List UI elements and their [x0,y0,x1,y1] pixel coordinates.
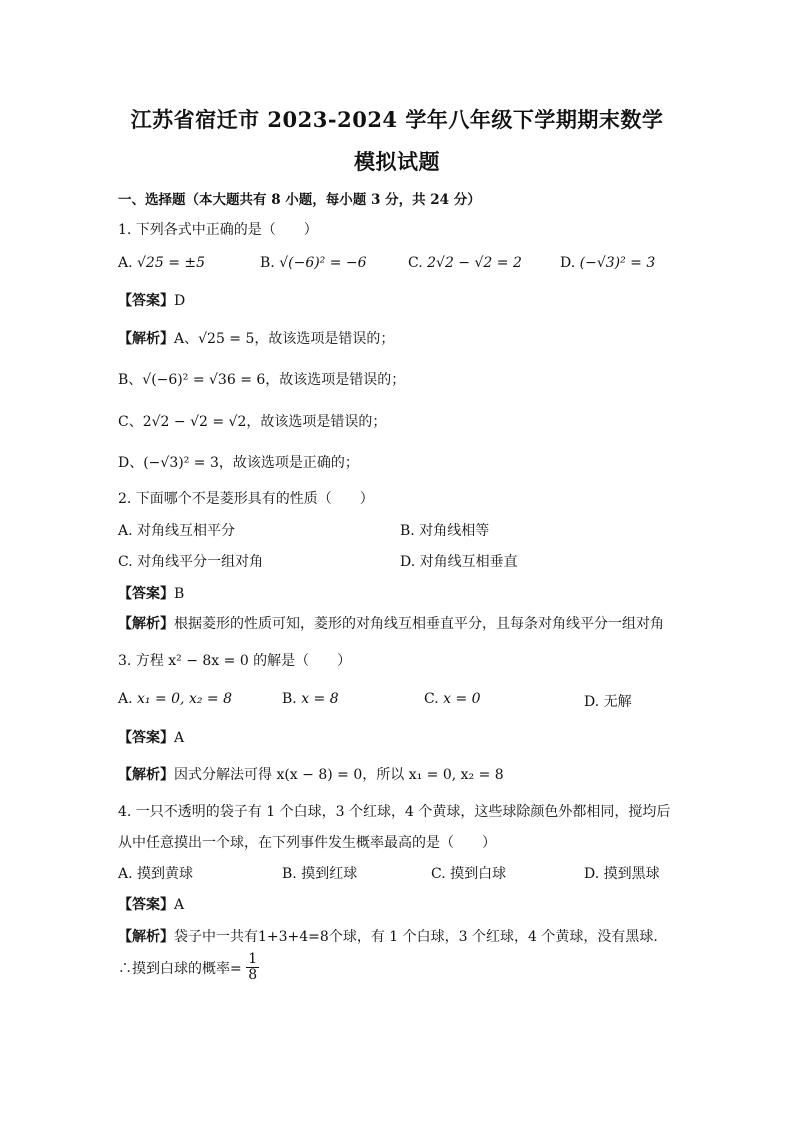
q1-option-a-expr: √25 = ±5 [137,255,206,271]
q1-option-b-label: B. [260,255,275,271]
q2-option-c: C. 对角线平分一组对角 [118,554,264,570]
document-subtitle: 模拟试题 [354,149,440,174]
analysis-tag: 【解析】 [118,616,174,632]
q4-probability [118,952,259,984]
answer-tag: 【答案】 [118,293,174,309]
q1-analysis-c: C、2√2 − √2 = √2，故该选项是错误的； [118,414,387,430]
q1-option-d-label: D. [560,255,576,271]
q3-answer-value: A [174,730,185,746]
q1-analysis-b: B、√(−6)² = √36 = 6，故该选项是错误的； [118,372,406,388]
q1-option-c-expr: 2√2 − √2 = 2 [427,255,522,271]
q3-option-d: D. 无解 [584,694,632,710]
analysis-tag: 【解析】 [118,929,174,945]
q2-analysis [118,613,664,633]
q1-answer [118,290,185,310]
q1-stem: 1. 下列各式中正确的是（ ） [118,222,318,238]
section-heading: 一、选择题（本大题共有 8 小题，每小题 3 分，共 24 分） [118,192,481,208]
q1-analysis-a [118,328,394,348]
q2-answer [118,583,184,603]
q4-answer-value: A [174,897,185,913]
q2-option-d: D. 对角线互相垂直 [400,554,518,570]
q3-option-b-label: B. [282,691,297,707]
q4-probability-prefix: ∴摸到白球的概率= [118,960,242,977]
q1-answer-value: D [174,293,186,309]
q2-option-a: A. 对角线互相平分 [118,523,236,539]
q2-analysis-text: 根据菱形的性质可知，菱形的对角线互相垂直平分，且每条对角线平分一组对角 [174,616,664,632]
q3-option-c [424,691,481,707]
q2-answer-value: B [174,586,185,602]
q3-option-c-label: C. [424,691,439,707]
q3-option-a-label: A. [118,691,133,707]
q4-analysis [118,926,658,946]
analysis-tag: 【解析】 [118,767,174,783]
fraction-denominator: 8 [248,967,258,984]
q3-option-c-expr: x = 0 [443,691,481,707]
q3-analysis [118,764,504,784]
q3-stem: 3. 方程 x² − 8x = 0 的解是（ ） [118,653,352,669]
q4-analysis-text: 袋子中一共有1+3+4=8个球，有 1 个白球，3 个红球，4 个黄球，没有黑球. [174,929,658,945]
q4-answer [118,894,184,914]
answer-tag: 【答案】 [118,897,174,913]
q4-option-a: A. 摸到黄球 [118,866,194,882]
answer-tag: 【答案】 [118,730,174,746]
q2-option-b: B. 对角线相等 [400,523,490,539]
q1-option-d [560,255,655,271]
q4-probability-fraction [246,952,259,984]
q1-option-d-expr: (−√3)² = 3 [579,255,656,271]
document-title: 江苏省宿迁市 2023-2024 学年八年级下学期期末数学 [130,107,664,132]
q3-option-b [282,691,339,707]
q3-answer [118,727,184,747]
answer-tag: 【答案】 [118,586,174,602]
q4-option-b: B. 摸到红球 [282,866,358,882]
q1-analysis-d: D、(−√3)² = 3，故该选项是正确的； [118,455,359,471]
q1-option-b-expr: √(−6)² = −6 [279,255,367,271]
q1-option-b [260,255,367,271]
q4-stem-line1: 4. 一只不透明的袋子有 1 个白球，3 个红球，4 个黄球，这些球除颜色外都相同，搅均后 [118,804,671,820]
q1-option-a-label: A. [118,255,133,271]
q3-option-a-expr: x₁ = 0, x₂ = 8 [137,691,233,707]
q1-option-c-label: C. [408,255,423,271]
fraction-numerator: 1 [248,951,258,967]
q1-option-c [408,255,522,271]
q4-stem-line2: 从中任意摸出一个球，在下列事件发生概率最高的是（ ） [118,835,496,851]
analysis-tag: 【解析】 [118,331,174,347]
q4-option-c: C. 摸到白球 [431,866,507,882]
q1-analysis-a-text: A、√25 = 5，故该选项是错误的； [174,331,395,347]
q1-option-a [118,255,205,271]
q4-option-d: D. 摸到黑球 [584,866,660,882]
q2-stem: 2. 下面哪个不是菱形具有的性质（ ） [118,491,374,507]
q3-analysis-text: 因式分解法可得 x(x − 8) = 0，所以 x₁ = 0, x₂ = 8 [174,767,504,783]
q3-option-b-expr: x = 8 [301,691,339,707]
q3-option-a [118,691,232,707]
